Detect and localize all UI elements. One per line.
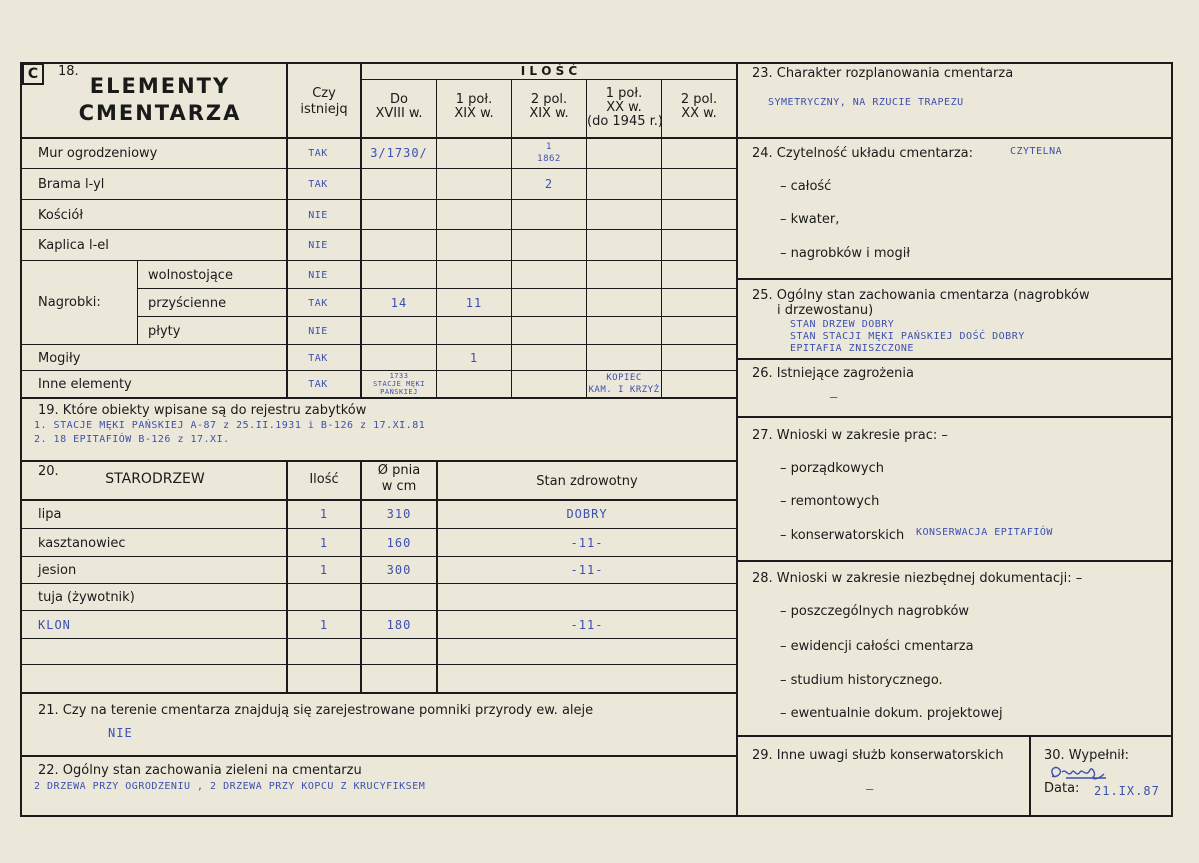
section-letter: C xyxy=(27,66,39,82)
element-row-label: płyty xyxy=(148,323,181,339)
section24-value: CZYTELNA xyxy=(1010,146,1063,157)
element-row-label: Brama l-yl xyxy=(38,177,105,192)
element-row-exists: NIE xyxy=(308,325,328,337)
section19-line2: 2. 18 EPITAFIÓW B-126 z 17.XI. xyxy=(34,434,230,445)
section28-item-graves: – poszczególnych nagrobków xyxy=(780,604,970,619)
element-row-exists: NIE xyxy=(308,209,328,221)
tree-row-diam: 310 xyxy=(386,507,412,521)
date-label: Data: xyxy=(1044,781,1080,796)
section24-item-total: – całość xyxy=(780,179,832,194)
element-row-label: Mogiły xyxy=(38,350,81,366)
section25-value-line2: STAN STACJI MĘKI PAŃSKIEJ DOŚĆ DOBRY xyxy=(790,331,1025,342)
tree-row-health: DOBRY xyxy=(566,507,608,521)
section29-value: — xyxy=(866,782,875,796)
section25-label-line1: 25. Ogólny stan zachowania cmentarza (nagrobków xyxy=(752,288,1090,303)
ilosc-col-header: 1 poł. XIX w. xyxy=(454,92,494,121)
section23-value: SYMETRYCZNY, NA RZUCIE TRAPEZU xyxy=(768,97,964,108)
element-row-count: KOPIEC KAM. I KRZYŻ xyxy=(588,373,660,395)
element-row-count: 11 xyxy=(465,295,483,310)
element-row-count: 2 xyxy=(544,177,554,191)
element-row-exists: TAK xyxy=(308,297,328,309)
element-row-exists: NIE xyxy=(308,240,328,251)
element-row-label: Inne elementy xyxy=(38,377,132,392)
tree-row-name: kasztanowiec xyxy=(38,535,126,551)
section18-title-line1: ELEMENTY xyxy=(89,74,231,98)
col-exists-header: Czy istniejq xyxy=(300,86,348,117)
section27-label: 27. Wnioski w zakresie prac: – xyxy=(752,428,948,443)
tree-row-qty: 1 xyxy=(319,507,329,521)
date-value: 21.IX.87 xyxy=(1094,784,1160,798)
ilosc-col-header: 2 pol. XX w. xyxy=(680,92,718,121)
col-health-header: Stan zdrowotny xyxy=(536,474,638,489)
col-qty-header: Ilość xyxy=(309,472,339,487)
section24-label: 24. Czytelność układu cmentarza: xyxy=(752,146,974,161)
element-row-count: 3/1730/ xyxy=(370,146,428,160)
section22-value: 2 DRZEWA PRZY OGRODZENIU , 2 DRZEWA PRZY KOPCU Z KRUCYFIKSEM xyxy=(34,781,426,792)
element-row-exists: TAK xyxy=(308,179,328,190)
tree-row-name: lipa xyxy=(38,507,62,522)
element-row-exists: TAK xyxy=(308,148,328,159)
element-row-label: wolnostojące xyxy=(148,267,233,283)
element-row-count: 1733 STACJE MĘKI PAŃSKIEJ xyxy=(373,372,425,396)
section28-item-history: – studium historycznego. xyxy=(780,673,943,688)
section18-number: 18. xyxy=(58,64,79,79)
section27-item-cleaning: – porządkowych xyxy=(780,461,884,476)
tree-row-diam: 300 xyxy=(386,563,412,577)
tree-row-name: jesion xyxy=(38,563,77,578)
element-row-exists: TAK xyxy=(308,352,328,364)
element-row-count: 14 xyxy=(390,295,408,310)
section-letter-box xyxy=(22,63,44,85)
ilosc-header: I L O Ś Ć xyxy=(520,64,578,78)
element-row-count: 1 xyxy=(469,350,479,365)
section27-conservation-value: KONSERWACJA EPITAFIÓW xyxy=(916,527,1053,538)
section24-item-graves: – nagrobków i mogił xyxy=(780,246,911,261)
element-row-count: 1 1862 xyxy=(537,142,561,164)
element-row-exists: NIE xyxy=(308,269,328,281)
section27-item-conservation: – konserwatorskich xyxy=(780,528,905,543)
section25-value-line3: EPITAFIA ZNISZCZONE xyxy=(790,343,914,354)
section24-item-kwater: – kwater, xyxy=(780,212,840,227)
section23-label: 23. Charakter rozplanowania cmentarza xyxy=(752,66,1014,81)
tree-row-qty: 1 xyxy=(319,563,329,577)
section22-label: 22. Ogólny stan zachowania zieleni na cmentarzu xyxy=(38,763,362,778)
tree-row-health: -11- xyxy=(570,563,604,577)
section28-item-records: – ewidencji całości cmentarza xyxy=(780,639,974,654)
element-row-exists: TAK xyxy=(308,379,328,390)
ilosc-col-header: 2 pol. XIX w. xyxy=(529,92,569,121)
section19-line1: 1. STACJE MĘKI PAŃSKIEJ A-87 z 25.II.1931 i B-126 z 17.XI.81 xyxy=(34,420,426,431)
section28-label: 28. Wnioski w zakresie niezbędnej dokumentacji: – xyxy=(752,571,1083,586)
tree-row-qty: 1 xyxy=(319,617,329,632)
section26-value: — xyxy=(830,390,839,404)
element-row-label: Kościół xyxy=(38,207,84,223)
col-diam-header: Ø pnia w cm xyxy=(377,463,421,494)
section20-title: STARODRZEW xyxy=(105,471,205,487)
section21-label: 21. Czy na terenie cmentarza znajdują się zarejestrowane pomniki przyrody ew. aleje xyxy=(38,703,594,718)
section26-label: 26. Istniejące zagrożenia xyxy=(752,366,914,381)
section28-item-design: – ewentualnie dokum. projektowej xyxy=(780,706,1003,721)
section25-value-line1: STAN DRZEW DOBRY xyxy=(790,319,895,330)
ilosc-col-header: 1 poł. XX w. (do 1945 r.) xyxy=(587,86,663,129)
tree-row-qty: 1 xyxy=(319,535,329,550)
section19-label: 19. Które obiekty wpisane są do rejestru zabytków xyxy=(38,403,367,418)
tree-row-diam: 160 xyxy=(386,535,412,550)
nagrobki-label: Nagrobki: xyxy=(38,295,101,310)
element-row-label: Kaplica l-el xyxy=(38,238,109,253)
tree-row-health: -11- xyxy=(570,617,604,632)
tree-row-diam: 180 xyxy=(386,617,412,632)
element-row-label: Mur ogrodzeniowy xyxy=(38,146,158,161)
section29-label: 29. Inne uwagi służb konserwatorskich xyxy=(752,748,1004,763)
section30-label: 30. Wypełnił: xyxy=(1044,748,1129,763)
tree-row-name: KLON xyxy=(38,617,71,632)
tree-row-name: tuja (żywotnik) xyxy=(38,590,135,605)
section18-title-line2: CMENTARZA xyxy=(78,101,242,125)
section21-value: NIE xyxy=(108,726,133,740)
element-row-label: przyścienne xyxy=(148,295,227,311)
section25-label-line2: i drzewostanu) xyxy=(777,303,874,318)
ilosc-col-header: Do XVIII w. xyxy=(375,92,423,121)
tree-row-health: -11- xyxy=(570,535,604,550)
section27-item-renovation: – remontowych xyxy=(780,494,880,509)
section20-number: 20. xyxy=(38,464,59,479)
